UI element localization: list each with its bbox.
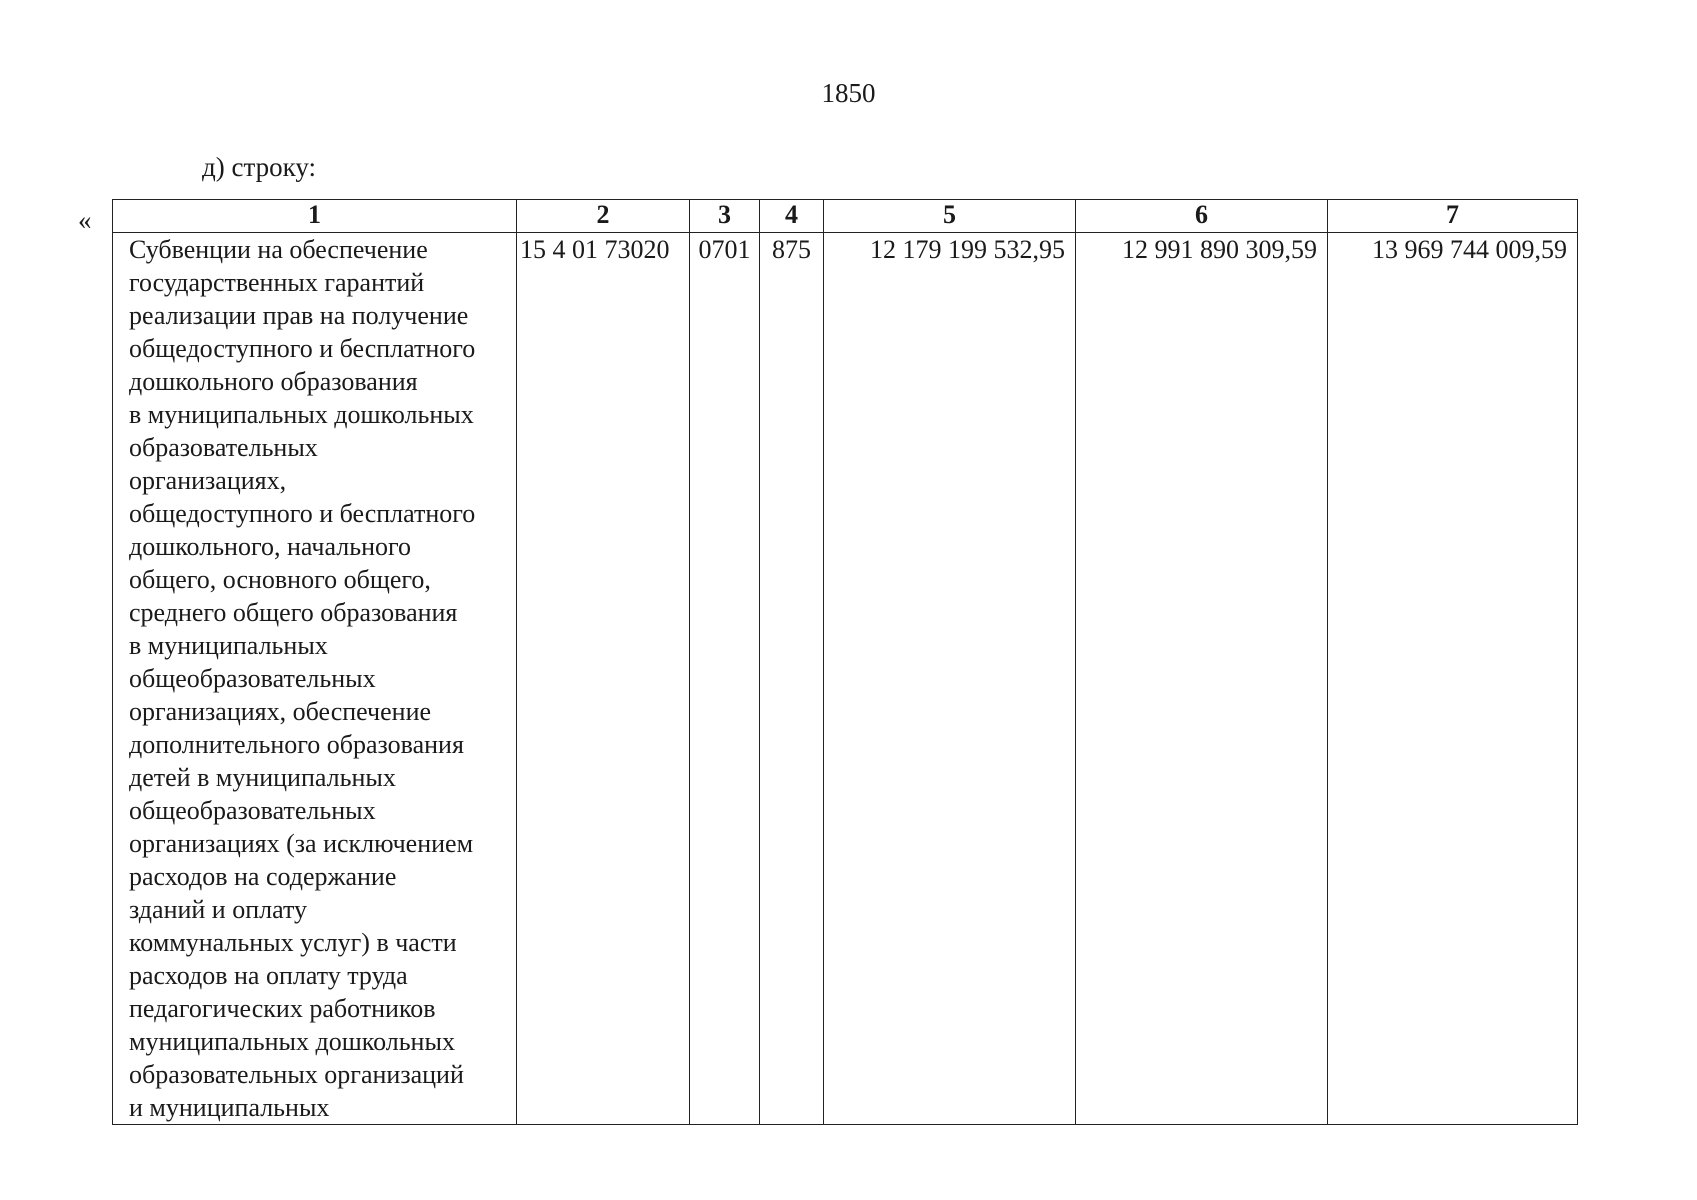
header-col-6: 6 — [1076, 200, 1328, 233]
row-section-code: 0701 — [690, 233, 760, 1125]
header-col-1: 1 — [113, 200, 517, 233]
opening-quote: « — [78, 205, 92, 235]
header-col-4: 4 — [760, 200, 824, 233]
row-expense-type: 875 — [760, 233, 824, 1125]
intro-text: д) строку: — [202, 152, 316, 182]
header-col-7: 7 — [1328, 200, 1578, 233]
table-header-row — [113, 200, 1578, 233]
header-col-3: 3 — [690, 200, 760, 233]
row-amount-col6: 12 991 890 309,59 — [1076, 233, 1328, 1125]
table-row — [113, 233, 1578, 1125]
row-description: Субвенции на обеспечение государственных гарантий реализации прав на получение общедоступного и бесплатного дошкольного образования в муниципальных дошкольных образовательных организациях, общедоступного и бесплатного дошкольного, начального общего, основного общего, среднего общего образования в муниципальных общеобразовательных организациях, обеспечение дополнительного образования детей в муниципальных общеобразовательных организациях (за исключением расходов на содержание зданий и оплату коммунальных услуг) в части расходов на оплату труда педагогических работников муниципальных дошкольных образовательных организаций и муниципальных — [113, 233, 517, 1125]
header-col-2: 2 — [517, 200, 690, 233]
row-amount-col7: 13 969 744 009,59 — [1328, 233, 1578, 1125]
row-amount-col5: 12 179 199 532,95 — [824, 233, 1076, 1125]
page-number: 1850 — [821, 78, 876, 108]
budget-table — [112, 199, 1578, 1125]
header-col-5: 5 — [824, 200, 1076, 233]
row-target-code: 15 4 01 73020 — [517, 233, 690, 1125]
